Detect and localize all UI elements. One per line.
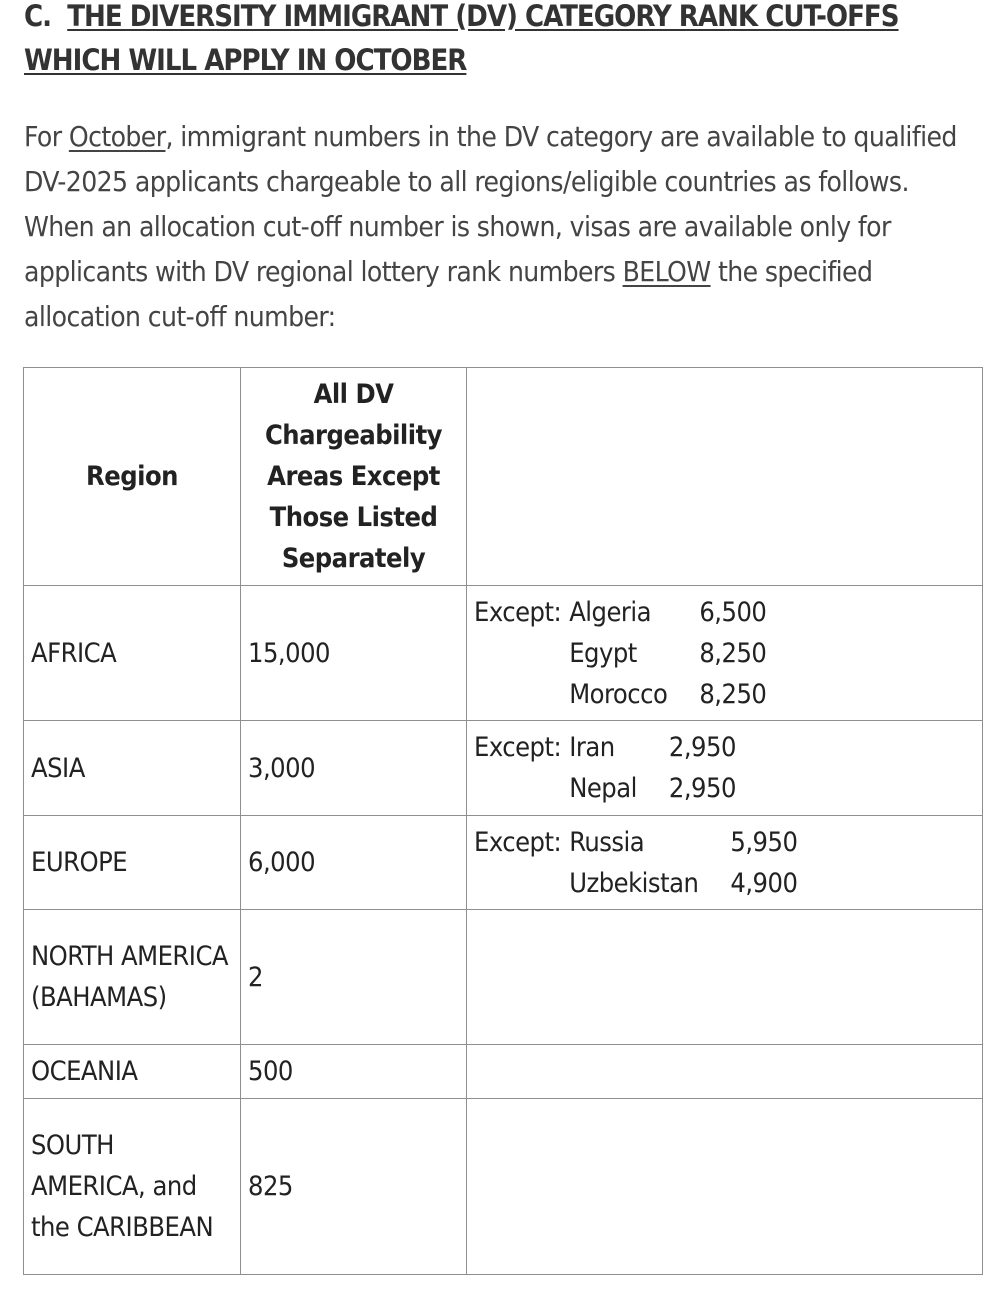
except-label: Except: <box>474 732 562 763</box>
except-label <box>474 863 561 904</box>
intro-below: BELOW <box>622 255 711 288</box>
header-exceptions <box>467 368 983 586</box>
except-label: Except: <box>474 826 562 858</box>
section-title: THE DIVERSITY IMMIGRANT (DV) CATEGORY RANK CUT-OFFS WHICH WILL APPLY IN OCTOBER <box>24 0 899 77</box>
exception-number: 4,900 <box>730 867 798 899</box>
intro-text-1: For <box>24 120 69 153</box>
except-label <box>474 674 561 715</box>
table-row <box>24 816 983 910</box>
cutoff-cell: 500 <box>241 1045 467 1099</box>
region-cell: EUROPE <box>24 816 241 910</box>
table-header-row <box>24 368 983 586</box>
section-heading <box>24 0 984 82</box>
intro-paragraph <box>24 114 974 339</box>
exception-number: 5,950 <box>730 826 798 858</box>
cutoff-cell: 2 <box>241 910 467 1045</box>
exceptions-cell <box>467 910 983 1045</box>
except-label: Except: <box>474 596 562 628</box>
exception-number: 8,250 <box>699 678 767 710</box>
cutoff-cell: 3,000 <box>241 721 467 816</box>
exception-number: 2,950 <box>668 773 736 804</box>
table-row <box>24 1099 983 1275</box>
exceptions-cell <box>467 1099 983 1275</box>
exceptions-list <box>474 592 975 715</box>
exceptions-list <box>474 727 975 809</box>
exceptions-cell <box>467 1045 983 1099</box>
region-cell: SOUTH AMERICA, and the CARIBBEAN <box>24 1099 241 1275</box>
exceptions-cell <box>467 721 983 816</box>
exceptions-cell <box>467 816 983 910</box>
cutoff-cell: 825 <box>241 1099 467 1275</box>
intro-text-2: , immigrant numbers in the DV category are available to qualified DV-2025 applicants chargeable to all regions/eligible countries as follows. When an allocation cut-off number is shown, visas are available only for applicants with DV regional lottery rank numbers <box>24 120 957 288</box>
table-row <box>24 1045 983 1099</box>
except-label <box>474 633 561 674</box>
table-body <box>24 586 983 1275</box>
exception-country: Egypt <box>569 637 637 669</box>
exception-country: Nepal <box>569 773 637 804</box>
exception-number: 6,500 <box>699 596 767 628</box>
exception-country: Russia <box>569 826 645 858</box>
section-letter: C. <box>24 0 52 33</box>
region-cell: OCEANIA <box>24 1045 241 1099</box>
exception-country: Algeria <box>569 596 652 628</box>
exception-country: Morocco <box>569 678 668 710</box>
region-cell: NORTH AMERICA (BAHAMAS) <box>24 910 241 1045</box>
region-cell: AFRICA <box>24 586 241 721</box>
exception-number: 8,250 <box>699 637 767 669</box>
cutoff-cell: 15,000 <box>241 586 467 721</box>
cutoff-table <box>23 367 983 1275</box>
cutoff-cell: 6,000 <box>241 816 467 910</box>
header-all-areas: All DV Chargeability Areas Except Those Listed Separately <box>241 368 467 586</box>
exceptions-cell <box>467 586 983 721</box>
table-row <box>24 910 983 1045</box>
intro-month: October <box>68 120 166 153</box>
intro-text-3: the specified allocation cut-off number: <box>24 255 873 333</box>
except-label <box>474 768 561 809</box>
exceptions-list <box>474 822 975 904</box>
exception-country: Iran <box>569 732 615 763</box>
exception-number: 2,950 <box>668 732 736 763</box>
region-cell: ASIA <box>24 721 241 816</box>
exception-country: Uzbekistan <box>569 867 699 899</box>
table-row <box>24 586 983 721</box>
header-region: Region <box>24 368 241 586</box>
table-row <box>24 721 983 816</box>
